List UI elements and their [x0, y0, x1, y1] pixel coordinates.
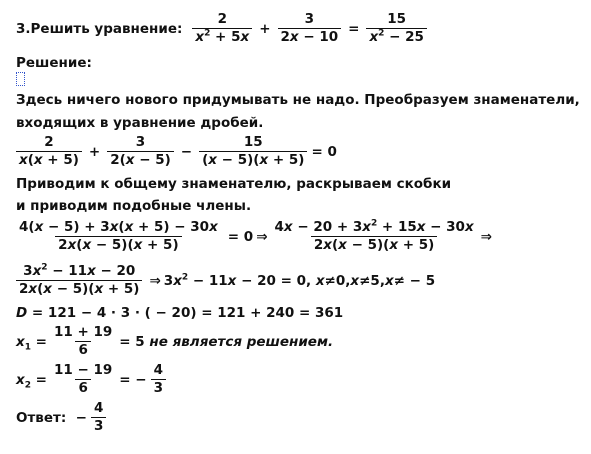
problem-label: 3.Решить уравнение:: [16, 20, 183, 37]
discriminant-line: D = 121 − 4 · 3 · ( − 20) = 121 + 240 = 361: [16, 305, 344, 321]
intro-line-2: входящих в уравнение дробей.: [16, 115, 264, 131]
x1-note: не является решением.: [149, 333, 334, 350]
problem-fraction-3: $\frac{15}{x^2 - 25}$: [366, 12, 426, 45]
x1-line: $x_1$ = $\frac{11 + 19}{6}$ = 5 не является решением.: [16, 324, 334, 358]
step3-fraction: $\frac{3x^2 - 11x - 20}{2x(x - 5)(x + 5)}$: [16, 264, 142, 297]
mid-line-1: Приводим к общему знаменателю, раскрываем скобки: [16, 176, 452, 192]
step1-equation: $\frac{2}{x(x + 5)}$ + $\frac{3}{2(x - 5)}$ − $\frac{15}{(x - 5)(x + 5)}$ = 0: [16, 135, 337, 168]
step2-fraction-1: $\frac{4(x - 5) + 3x(x + 5) - 30x}{2x(x - 5)(x + 5)}$: [19, 219, 218, 253]
answer-label: Ответ:: [16, 409, 67, 426]
step1-fraction-1: $\frac{2}{x(x + 5)}$: [16, 135, 82, 168]
x2-result-fraction: $\frac{4}{3}$: [151, 363, 166, 396]
solution-label: Решение:: [16, 55, 92, 71]
step2-fraction-2: $\frac{4x - 20 + 3x^2 + 15x - 30x}{2x(x - 5)(x + 5)}$: [274, 218, 474, 253]
problem-fraction-2: $\frac{3}{2x - 10}$: [278, 12, 342, 45]
intro-line-1: Здесь ничего нового придумывать не надо. Преобразуем знаменатели,: [16, 92, 580, 108]
text-cursor-box[interactable]: [16, 72, 25, 86]
problem-line: 3.Решить уравнение: $\frac{2}{x^2 + 5x}$ + $\frac{3}{2x - 10}$ = $\frac{15}{x^2 - 25}$: [16, 12, 431, 45]
problem-fraction-1: $\frac{2}{x^2 + 5x}$: [192, 12, 252, 45]
x2-fraction: $\frac{11 - 19}{6}$: [54, 362, 113, 396]
step1-fraction-3: $\frac{15}{(x - 5)(x + 5)}$: [199, 135, 307, 168]
mid-line-2: и приводим подобные члены.: [16, 198, 252, 214]
x1-fraction: $\frac{11 + 19}{6}$: [54, 324, 113, 358]
answer-fraction: $\frac{4}{3}$: [91, 401, 106, 434]
step3-equation: $\frac{3x^2 - 11x - 20}{2x(x - 5)(x + 5)}$ ⇒ $3x^2 - 11x - 20 = 0$, x≠0,x≠5,x≠ − 5: [16, 264, 435, 297]
x2-line: $x_2$ = $\frac{11 - 19}{6}$ = − $\frac{4}{3}$: [16, 363, 170, 396]
answer-line: Ответ: − $\frac{4}{3}$: [16, 401, 110, 434]
step1-fraction-2: $\frac{3}{2(x - 5)}$: [107, 135, 174, 168]
step2-equation: $\frac{4(x - 5) + 3x(x + 5) - 30x}{2x(x - 5)(x + 5)}$ = 0 ⇒ $\frac{4x - 20 + 3x^2 + 15x - 30x}{2x(x - 5)(x + 5)}$ ⇒: [16, 220, 492, 253]
